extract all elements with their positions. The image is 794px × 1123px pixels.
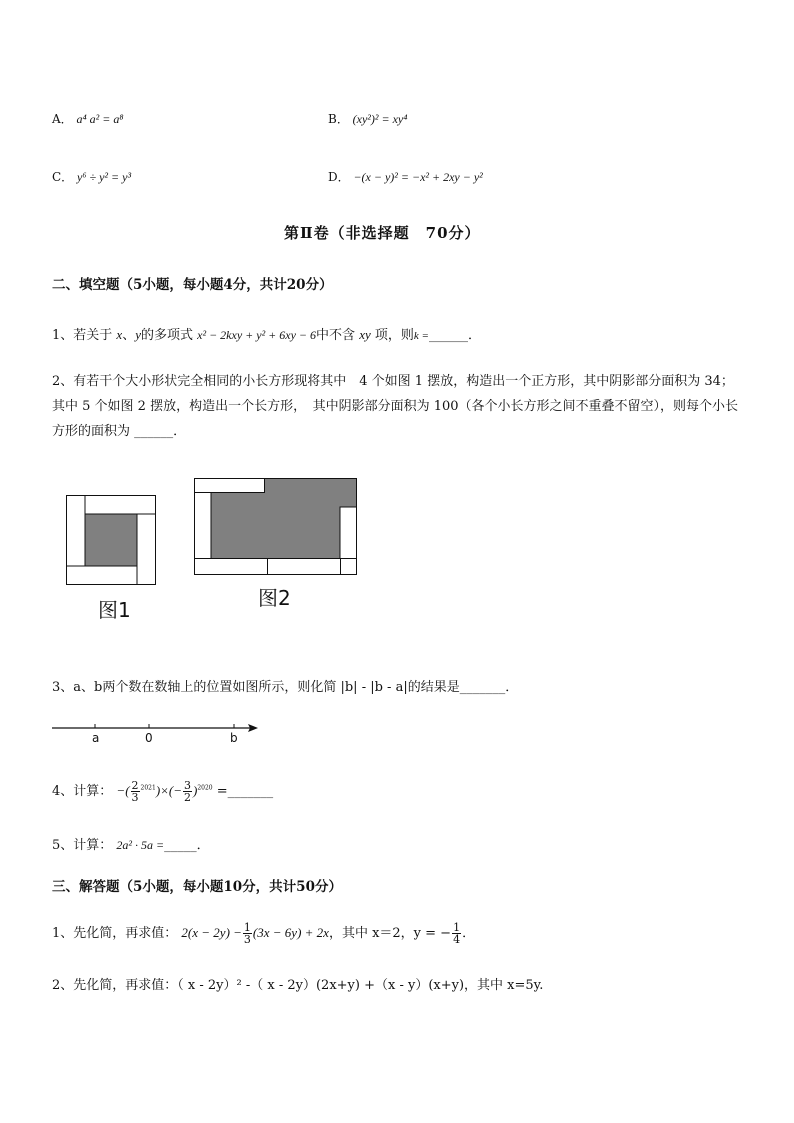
option-a-expr: a⁴ a² = a⁸ [76,112,124,126]
q1-var-x: x [116,327,123,342]
q4-open: −( [116,783,130,798]
a1-condition: ，其中 x＝2，y = − [328,926,452,941]
q1-prefix: 1、若关于 [52,328,113,343]
fill-question-3: 3、a、b两个数在数轴上的位置如图所示，则化简 |b| - |b - a|的结果是_______． [52,680,519,695]
a1-prefix: 1、先化简，再求值： [52,926,178,941]
label-a: a [92,731,100,745]
figure-2-caption: 图2 [258,586,291,610]
a1-f-num: 1 [243,921,251,934]
q1-mid: 的多项式 [141,328,194,343]
q4-f1-den: 3 [131,791,139,804]
q1-after2: 项，则 [374,328,414,343]
fill-question-1 [52,324,481,343]
label-b: b [230,731,238,745]
fill-question-4 [52,780,273,803]
figure-1 [66,495,158,587]
option-d [328,168,483,185]
a1-expr-b: (3x − 6y) + 2x [252,925,329,940]
a1-fraction [243,922,252,945]
q4-close: ) [193,783,198,798]
option-b-label: B． [328,112,349,126]
q5-blank: _____． [164,838,210,853]
option-a-label: A． [52,112,73,126]
option-c [52,168,131,185]
q5-prefix: 5、计算： [52,838,113,853]
q4-exp2: 2020 [197,784,213,792]
q4-exp1: 2021 [140,784,156,792]
q4-fraction-2 [183,780,192,803]
fill-question-5 [52,834,210,853]
option-d-label: D． [328,170,350,184]
a1-cond-fraction [452,922,461,945]
q4-blank: =_______ [216,784,274,799]
a1-f-den: 3 [243,933,251,946]
q1-k: k = [413,330,429,342]
part2-title: 二、填空题（5小题，每小题4分，共计20分） [52,277,333,293]
q1-blank: ______． [428,328,481,343]
option-c-label: C． [52,170,74,184]
q4-f2-num: 3 [184,779,192,792]
fig1-shaded-square [85,514,137,566]
answer-question-2: 2、先化简，再求值：（ x - 2y）² -（ x - 2y）(2x+y) +（x - y）(x+y)，其中 x=5y. [52,978,544,993]
fill-question-2: 2、有若干个大小形状完全相同的小长方形现将其中 4 个如图 1 摆放，构造出一个正方形，其中阴影部分面积为 34；其中 5 个如图 2 摆放，构造出一个长方形， 其中阴影部分面积为 100（各个小长方形之间不重叠不留空），则每个小长方形的面积为 ______． [52,374,739,439]
figure-2 [194,478,360,578]
option-c-expr: y⁶ ÷ y² = y³ [77,170,132,184]
q1-sep: 、 [122,328,136,343]
figure-1-caption: 图1 [98,598,131,622]
q1-polynomial: x² − 2kxy + y² + 6xy − 6 [197,328,317,342]
option-d-expr: −(x − y)² = −x² + 2xy − y² [353,170,483,184]
label-0: 0 [145,731,153,745]
a1-expr-a: 2(x − 2y) − [181,925,242,940]
a1-end: ． [462,926,476,941]
q4-f2-den: 2 [184,791,192,804]
section-title: 第Ⅱ卷（非选择题 70分） [284,224,481,242]
option-a [52,110,124,127]
option-b [328,110,407,127]
q4-fraction-1 [131,780,140,803]
q4-f1-num: 2 [131,779,139,792]
q1-after: 中不含 [316,328,356,343]
q1-var-y: y [135,327,141,342]
option-b-expr: (xy²)² = xy⁴ [352,112,408,126]
a1-c-den: 4 [453,933,461,946]
answer-question-1 [52,922,475,945]
q1-term: xy [359,327,371,342]
a1-c-num: 1 [453,921,461,934]
q4-prefix: 4、计算： [52,784,113,799]
q4-mult: )×(− [155,783,183,798]
part3-title: 三、解答题（5小题，每小题10分，共计50分） [52,879,342,895]
q5-expr: 2a² · 5a = [116,838,165,852]
